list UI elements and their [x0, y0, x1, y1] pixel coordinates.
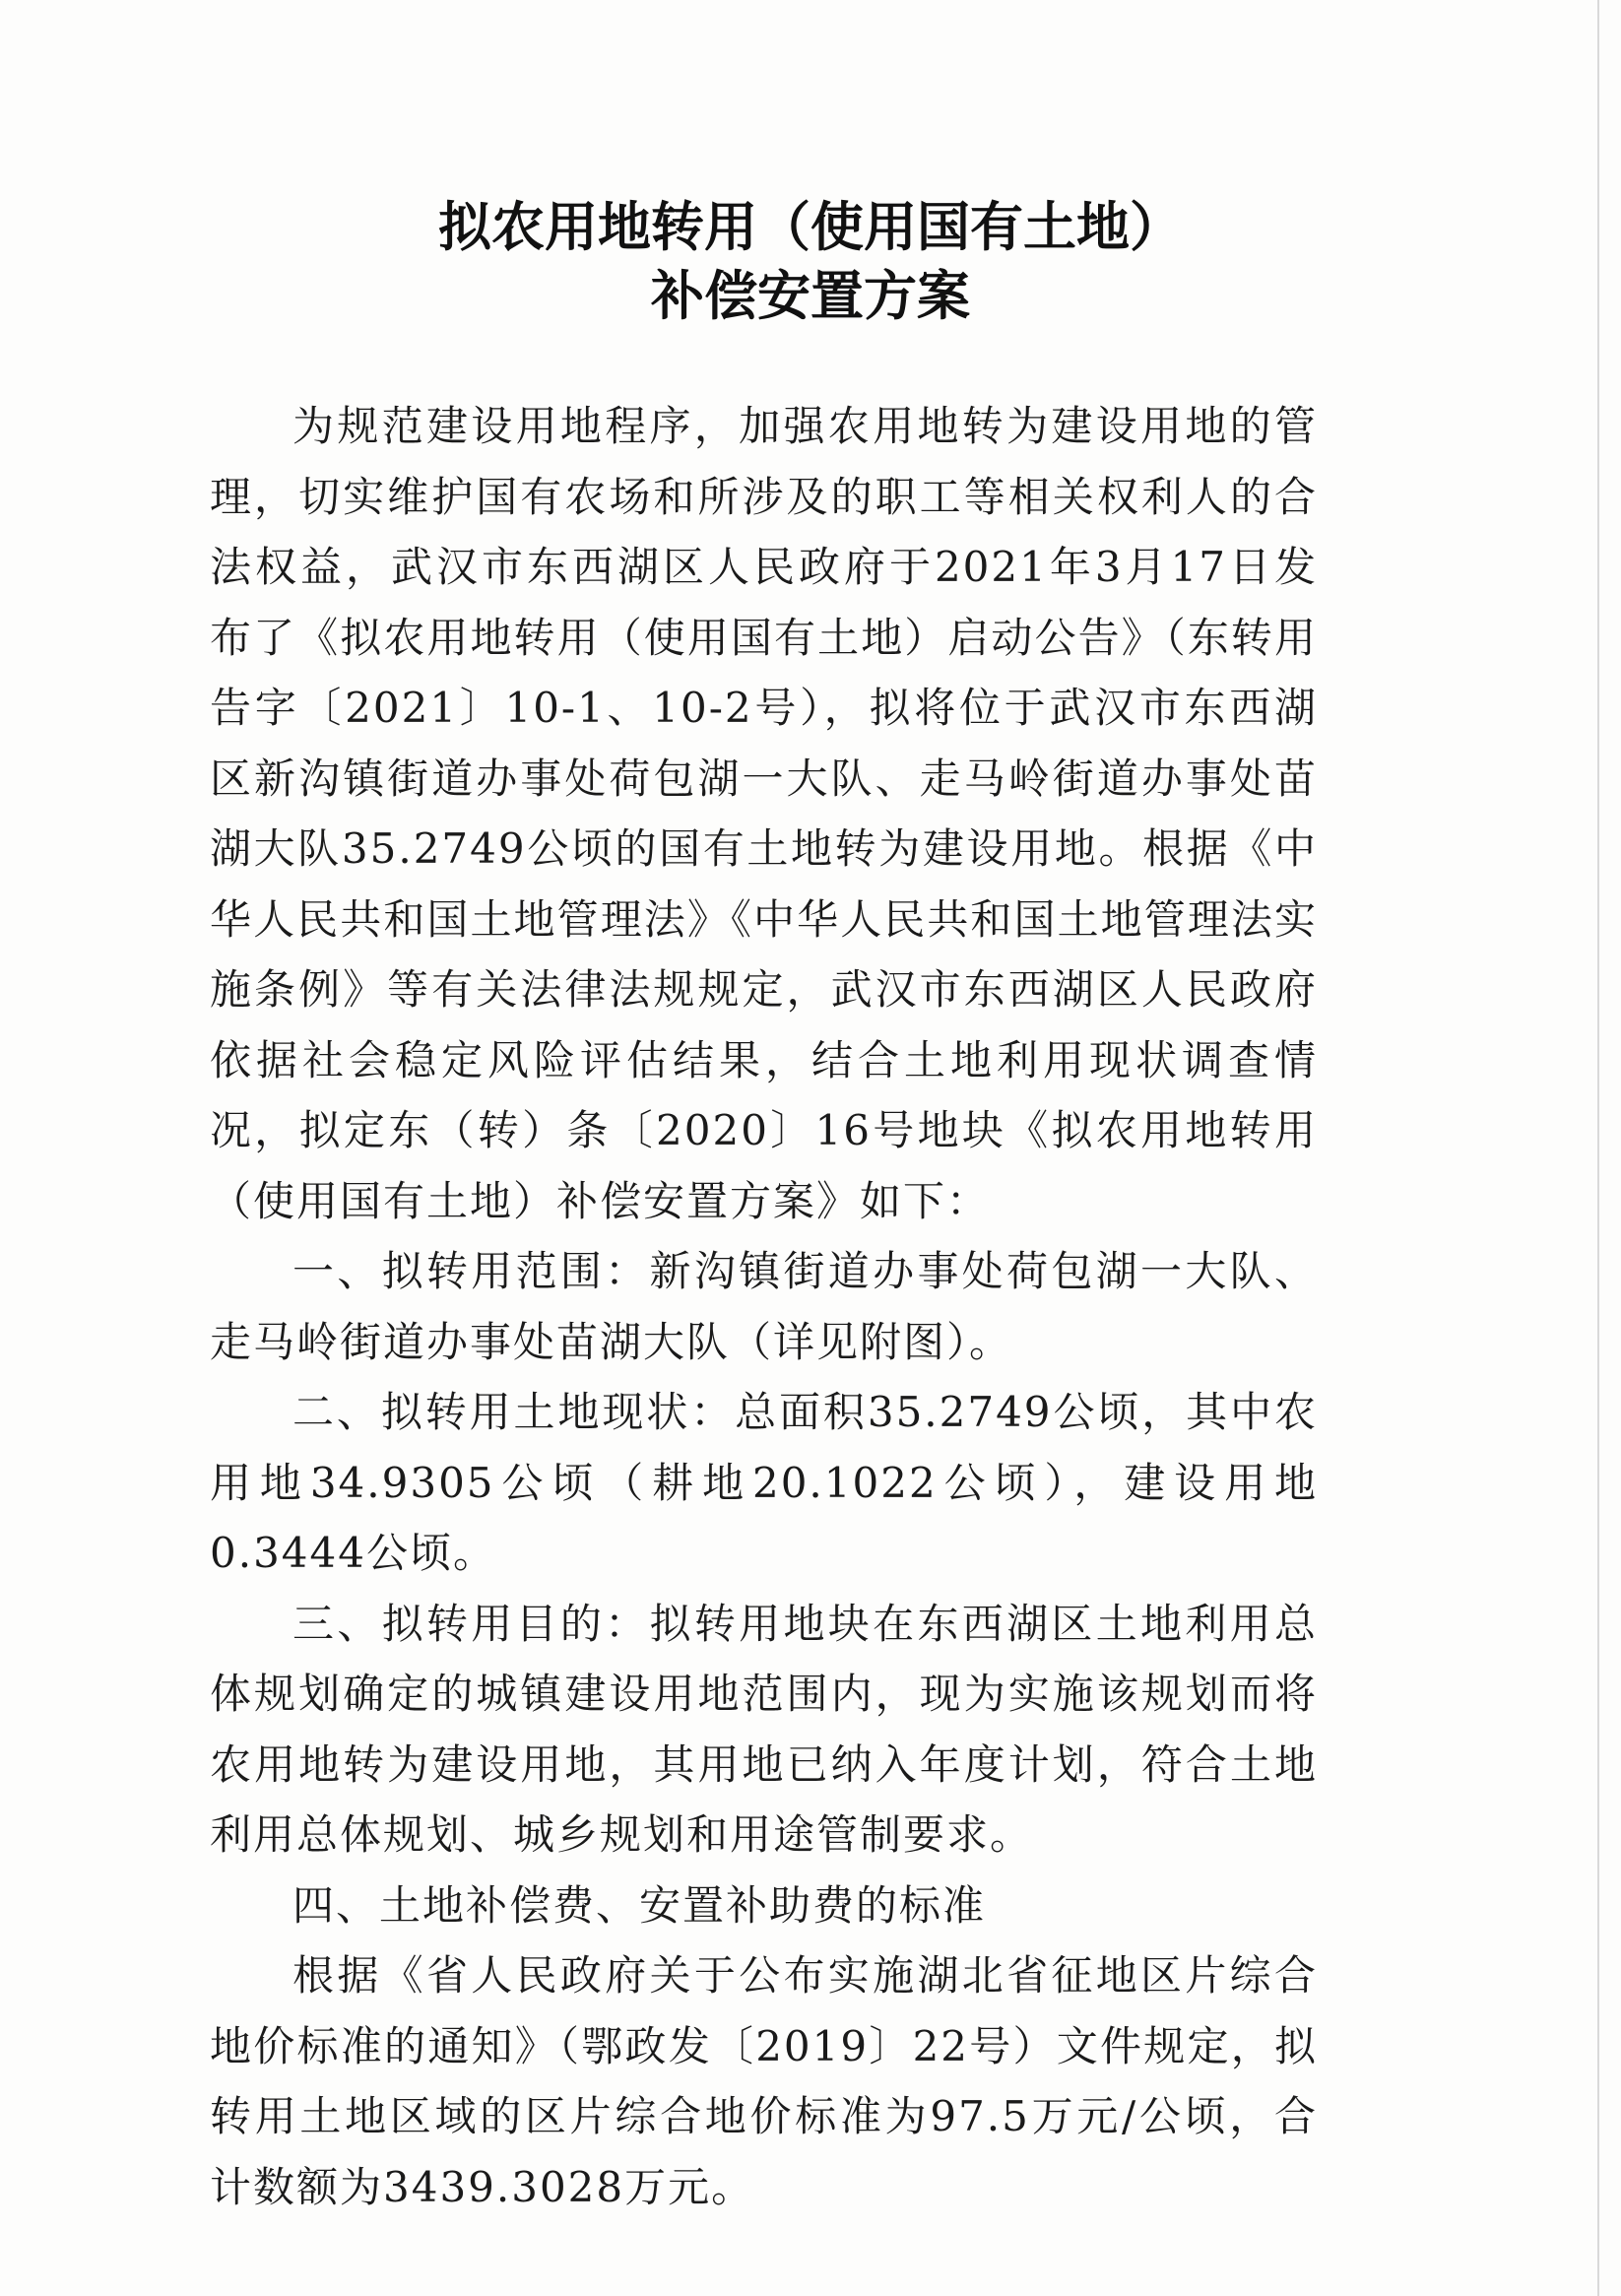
paragraph-compensation-heading: 四、土地补偿费、安置补助费的标准	[292, 1880, 987, 1930]
paragraph-compensation-standard: 根据《省人民政府关于公布实施湖北省征地区片综合地价标准的通知》（鄂政发〔2019〕22号）文件规定，拟转用土地区域的区片综合地价标准为97.5万元/公顷，合计数额为3439.3028万元。	[210, 1951, 1318, 2211]
page-edge-line	[1597, 0, 1599, 2296]
paragraph-scope: 一、拟转用范围：新沟镇街道办事处荷包湖一大队、走马岭街道办事处苗湖大队（详见附图）。	[210, 1247, 1318, 1366]
paragraph-land-status: 二、拟转用土地现状：总面积35.2749公顷，其中农用地34.9305公顷（耕地20.1022公顷），建设用地0.3444公顷。	[210, 1388, 1318, 1577]
document-body	[210, 391, 1318, 2222]
paragraph-purpose: 三、拟转用目的：拟转用地块在东西湖区土地利用总体规划确定的城镇建设用地范围内，现为实施该规划而将农用地转为建设用地，其用地已纳入年度计划，符合土地利用总体规划、城乡规划和用途管制要求。	[210, 1599, 1318, 1859]
paragraph-intro: 为规范建设用地程序，加强农用地转为建设用地的管理，切实维护国有农场和所涉及的职工等相关权利人的合法权益，武汉市东西湖区人民政府于2021年3月17日发布了《拟农用地转用（使用国有土地）启动公告》（东转用告字〔2021〕10-1、10-2号），拟将位于武汉市东西湖区新沟镇街道办事处荷包湖一大队、走马岭街道办事处苗湖大队35.2749公顷的国有土地转为建设用地。根据《中华人民共和国土地管理法》《中华人民共和国土地管理法实施条例》等有关法律法规规定，武汉市东西湖区人民政府依据社会稳定风险评估结果，结合土地利用现状调查情况，拟定东（转）条〔2020〕16号地块《拟农用地转用（使用国有土地）补偿安置方案》如下：	[210, 402, 1318, 1225]
document-title-line1: 拟农用地转用（使用国有土地）	[438, 196, 1183, 258]
document-title-line2: 补偿安置方案	[651, 265, 970, 327]
